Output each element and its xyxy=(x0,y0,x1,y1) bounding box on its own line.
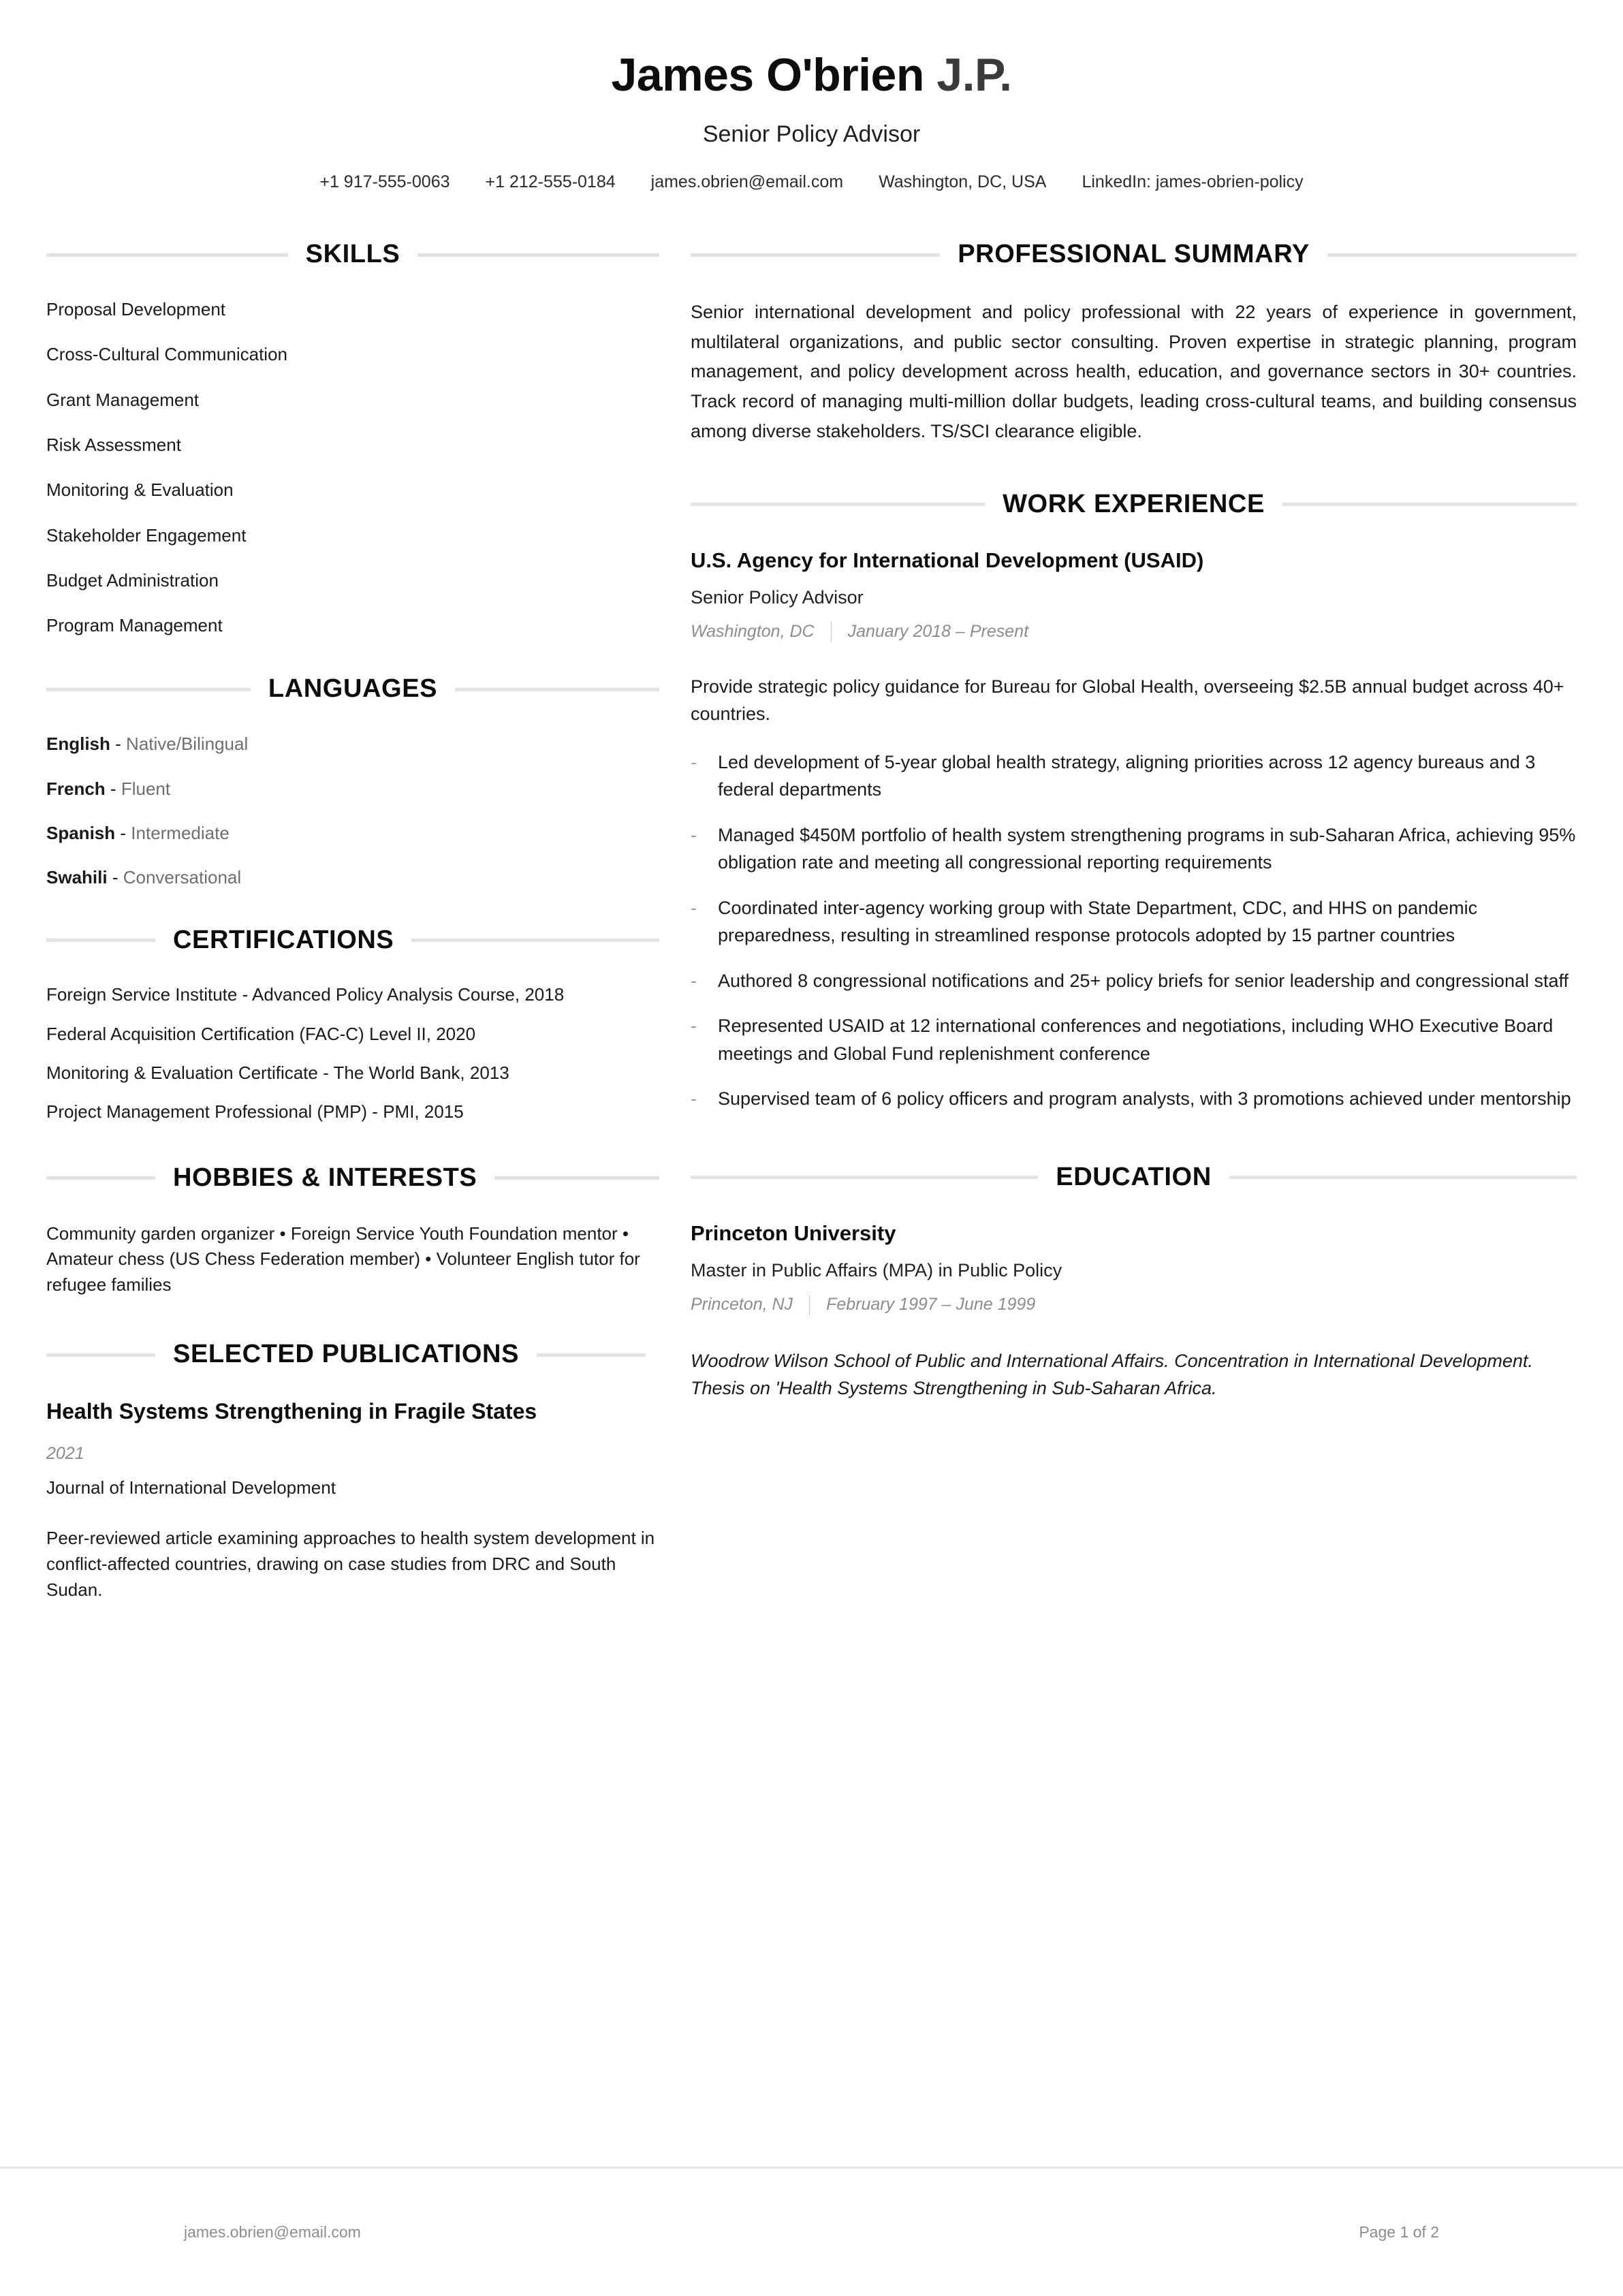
list-item: Foreign Service Institute - Advanced Policy Analysis Course, 2018 xyxy=(46,984,565,1005)
candidate-name-main: James O'brien xyxy=(611,49,924,101)
section-certifications xyxy=(46,926,659,1125)
work-entries xyxy=(691,547,1577,1112)
bullet-text: Supervised team of 6 policy officers and program analysts, with 3 promotions achieved under mentorship xyxy=(718,1088,1571,1110)
right-column xyxy=(691,240,1577,1409)
languages-list xyxy=(46,732,659,889)
language-dash: - xyxy=(120,822,127,843)
contact-phone-primary[interactable]: +1 917-555-0063 xyxy=(319,172,450,191)
language-name: Spanish xyxy=(46,822,116,843)
footer-email: james.obrien@email.com xyxy=(184,2223,361,2241)
section-heading-hobbies xyxy=(46,1164,659,1193)
publication-title: Health Systems Strengthening in Fragile States xyxy=(46,1399,537,1424)
list-item: Risk Assessment xyxy=(46,434,181,455)
work-description: Provide strategic policy guidance for Bureau for Global Health, overseeing $2.5B annual budget across 40+ countries. xyxy=(691,676,1564,725)
heading-rule-right xyxy=(411,939,659,942)
meta-separator xyxy=(809,1295,810,1315)
heading-rule-right xyxy=(1282,503,1577,506)
education-institution: Princeton University xyxy=(691,1221,896,1246)
summary-text: Senior international development and policy professional with 22 years of experience in government, multilateral organizations, and public sector consulting. Proven expertise in strategic planning, program management, and policy development across health, education, and governance sectors in 30+ countries. Track record of managing multi-million dollar budgets, leading cross-cultural teams, and building consensus among diverse stakeholders. TS/SCI clearance eligible. xyxy=(691,301,1577,441)
list-item: Stakeholder Engagement xyxy=(46,524,247,546)
education-entries xyxy=(691,1220,1577,1402)
work-organization: U.S. Agency for International Development (USAID) xyxy=(691,548,1204,573)
section-publications xyxy=(46,1340,659,1603)
heading-rule-right xyxy=(1229,1176,1577,1179)
bullet-text: Managed $450M portfolio of health system strengthening programs in sub-Saharan Africa, achieving 95% obligation rate and meeting all congressional reporting requirements xyxy=(718,824,1576,873)
bullet-marker: - xyxy=(691,1088,697,1110)
list-item xyxy=(46,821,659,845)
heading-rule-left xyxy=(46,1176,155,1180)
work-role: Senior Policy Advisor xyxy=(691,587,864,608)
heading-rule-right xyxy=(417,253,659,257)
heading-rule-left xyxy=(46,1353,155,1357)
list-item xyxy=(691,967,1577,995)
heading-rule-left xyxy=(691,1176,1038,1179)
heading-rule-left xyxy=(46,253,288,257)
language-name: French xyxy=(46,778,106,799)
section-title: EDUCATION xyxy=(1056,1162,1212,1191)
contact-phone-secondary[interactable]: +1 212-555-0184 xyxy=(485,172,616,191)
education-note: Woodrow Wilson School of Public and International Affairs. Concentration in International Development. Thesis on 'Health Systems Strengthening in Sub-Saharan Africa. xyxy=(691,1350,1533,1399)
list-item: Program Management xyxy=(46,615,223,636)
language-dash: - xyxy=(112,867,119,888)
bullet-marker: - xyxy=(691,897,697,918)
summary-body xyxy=(691,298,1577,447)
bullet-marker: - xyxy=(691,970,697,991)
list-item: Cross-Cultural Communication xyxy=(46,344,287,365)
section-skills xyxy=(46,240,659,637)
heading-rule-right xyxy=(1327,253,1577,257)
publications-list xyxy=(46,1398,659,1603)
heading-rule-right xyxy=(455,688,659,691)
heading-rule-left xyxy=(46,688,251,691)
list-item xyxy=(691,894,1577,949)
contact-location: Washington, DC, USA xyxy=(879,172,1047,191)
section-title: CERTIFICATIONS xyxy=(173,925,394,954)
section-heading-work xyxy=(691,490,1577,519)
language-level: Conversational xyxy=(123,867,242,888)
list-item: Federal Acquisition Certification (FAC-C) Level II, 2020 xyxy=(46,1023,476,1044)
list-item xyxy=(46,1398,659,1603)
list-item: Project Management Professional (PMP) - PMI, 2015 xyxy=(46,1101,464,1122)
publication-year: 2021 xyxy=(46,1443,84,1463)
candidate-name xyxy=(82,49,1541,101)
section-education xyxy=(691,1163,1577,1402)
work-entry xyxy=(691,547,1577,1112)
contact-row xyxy=(82,171,1541,193)
section-title: HOBBIES & INTERESTS xyxy=(173,1163,477,1192)
publication-description: Peer-reviewed article examining approaches to health system development in conflict-affected countries, drawing on case studies from DRC and South Sudan. xyxy=(46,1528,655,1600)
contact-linkedin[interactable]: LinkedIn: james-obrien-policy xyxy=(1082,172,1304,191)
section-title: SELECTED PUBLICATIONS xyxy=(173,1340,520,1369)
section-professional-summary xyxy=(691,240,1577,446)
footer-page-number: Page 1 of 2 xyxy=(1359,2223,1439,2241)
language-dash: - xyxy=(110,778,116,799)
list-item xyxy=(691,1012,1577,1067)
list-item: Monitoring & Evaluation xyxy=(46,479,234,501)
heading-rule-left xyxy=(691,503,985,506)
list-item xyxy=(691,1085,1577,1113)
work-meta xyxy=(691,620,1577,643)
list-item: Budget Administration xyxy=(46,569,219,591)
bullet-text: Authored 8 congressional notifications and 25+ policy briefs for senior leadership and congressional staff xyxy=(718,970,1569,991)
heading-rule-right xyxy=(494,1176,659,1180)
section-work-experience xyxy=(691,490,1577,1113)
list-item xyxy=(691,821,1577,877)
list-item xyxy=(46,732,659,755)
section-title: SKILLS xyxy=(305,240,400,269)
heading-rule-left xyxy=(691,253,940,257)
language-name: Swahili xyxy=(46,867,108,888)
bullet-text: Led development of 5-year global health strategy, aligning priorities across 12 agency bureaus and 3 federal departments xyxy=(718,751,1536,800)
section-heading-certifications xyxy=(46,926,659,955)
work-dates: January 2018 – Present xyxy=(847,622,1029,642)
hobbies-body xyxy=(46,1221,659,1299)
language-name: English xyxy=(46,734,110,755)
list-item: Grant Management xyxy=(46,389,200,410)
section-heading-skills xyxy=(46,240,659,269)
language-level: Fluent xyxy=(121,778,171,799)
bullet-text: Coordinated inter-agency working group with State Department, CDC, and HHS on pandemic preparedness, resulting in streamlined response protocols adopted by 15 partner countries xyxy=(718,897,1478,946)
page-footer xyxy=(0,2167,1623,2296)
bullet-marker: - xyxy=(691,1016,697,1037)
contact-email[interactable]: james.obrien@email.com xyxy=(650,172,844,191)
language-level: Intermediate xyxy=(131,822,230,843)
skills-list xyxy=(46,298,659,638)
section-hobbies xyxy=(46,1164,659,1299)
candidate-job-title: Senior Policy Advisor xyxy=(702,121,921,148)
education-dates: February 1997 – June 1999 xyxy=(826,1295,1036,1315)
section-title: PROFESSIONAL SUMMARY xyxy=(958,240,1310,269)
section-heading-publications xyxy=(46,1340,659,1369)
language-dash: - xyxy=(115,734,121,755)
resume-body xyxy=(0,193,1623,1610)
hobbies-text: Community garden organizer • Foreign Service Youth Foundation mentor • Amateur chess (US Chess Federation member) • Volunteer English tutor for refugee families xyxy=(46,1223,640,1295)
education-entry xyxy=(691,1220,1577,1402)
certifications-list xyxy=(46,983,659,1124)
work-bullets xyxy=(691,749,1577,1113)
work-location: Washington, DC xyxy=(691,622,815,642)
bullet-marker: - xyxy=(691,824,697,845)
language-level: Native/Bilingual xyxy=(126,734,249,755)
left-column xyxy=(46,240,659,1610)
education-location: Princeton, NJ xyxy=(691,1295,793,1315)
list-item: Proposal Development xyxy=(46,298,226,319)
publication-journal: Journal of International Development xyxy=(46,1477,336,1498)
list-item xyxy=(46,777,659,800)
list-item xyxy=(691,749,1577,804)
bullet-marker: - xyxy=(691,751,697,772)
list-item: Monitoring & Evaluation Certificate - The World Bank, 2013 xyxy=(46,1063,509,1084)
candidate-name-suffix: J.P. xyxy=(936,49,1012,101)
section-languages xyxy=(46,675,659,889)
section-heading-education xyxy=(691,1163,1577,1192)
heading-rule-right xyxy=(537,1353,646,1357)
bullet-text: Represented USAID at 12 international conferences and negotiations, including WHO Executive Board meetings and Global Fund replenishment conference xyxy=(718,1016,1554,1064)
section-heading-languages xyxy=(46,675,659,704)
list-item xyxy=(46,866,659,889)
meta-separator xyxy=(831,621,832,642)
resume-header xyxy=(0,0,1623,193)
education-degree: Master in Public Affairs (MPA) in Public Policy xyxy=(691,1260,1062,1281)
section-title: LANGUAGES xyxy=(268,674,438,704)
education-meta xyxy=(691,1293,1577,1316)
section-heading-summary xyxy=(691,240,1577,269)
section-title: WORK EXPERIENCE xyxy=(1003,489,1265,518)
heading-rule-left xyxy=(46,939,155,942)
